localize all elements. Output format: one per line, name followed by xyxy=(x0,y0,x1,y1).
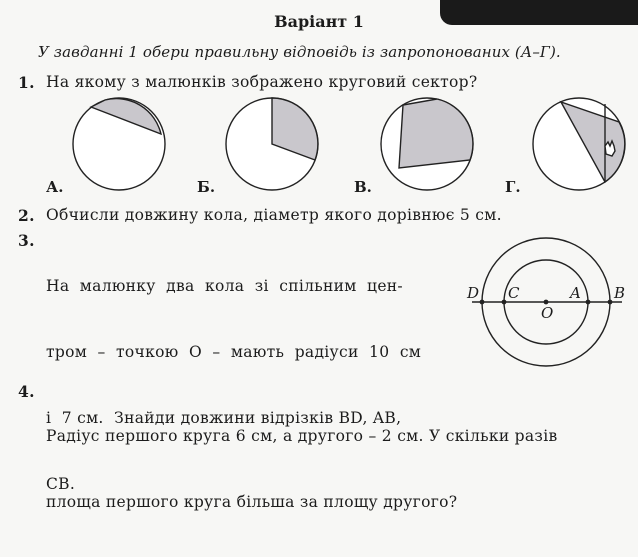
label-a: A xyxy=(570,284,581,302)
page-title: Варіант 1 xyxy=(274,12,364,31)
point-d xyxy=(480,300,485,305)
option-a-figure[interactable] xyxy=(69,94,169,194)
question-number: 2. xyxy=(18,206,35,225)
question-1 xyxy=(18,73,618,93)
question-text: Обчисли довжину кола, діаметр якого дорівнює 5 см. xyxy=(46,206,502,224)
option-c-figure[interactable] xyxy=(377,94,477,194)
question-line: На малюнку два кола зі спільним цен- xyxy=(46,277,403,295)
question-line: тром – точкою O – мають радіуси 10 см xyxy=(46,343,422,361)
concentric-circles-figure xyxy=(466,236,626,371)
option-d-label[interactable]: Г. xyxy=(505,178,521,196)
shaded-region-c xyxy=(399,99,473,168)
option-c-label[interactable]: В. xyxy=(354,178,372,196)
question-text: На якому з малюнків зображено круговий сектор? xyxy=(46,73,478,91)
label-d: D xyxy=(467,284,480,302)
option-b-figure[interactable] xyxy=(222,94,322,194)
question-number: 1. xyxy=(18,73,35,92)
question-line: CB. xyxy=(46,475,76,493)
option-d-figure[interactable] xyxy=(529,94,629,194)
question-number: 3. xyxy=(18,231,35,250)
label-o: O xyxy=(541,304,554,322)
question-number: 4. xyxy=(18,382,35,401)
question-line: і 7 см. Знайди довжини відрізків BD, AB, xyxy=(46,409,402,427)
question-text xyxy=(46,381,557,557)
option-a-label[interactable]: А. xyxy=(46,178,64,196)
question-2 xyxy=(18,206,618,226)
point-a xyxy=(586,300,591,305)
point-c xyxy=(502,300,507,305)
instruction: У завданні 1 обери правильну відповідь із запропонованих (А–Г). xyxy=(38,43,561,61)
label-b: B xyxy=(614,284,626,302)
question-line: площа першого круга більша за площу другого? xyxy=(46,493,458,511)
option-b-label[interactable]: Б. xyxy=(197,178,216,196)
label-c: C xyxy=(508,284,520,302)
point-b xyxy=(608,300,613,305)
question-line: Радіус першого круга 6 см, а другого – 2 см. У скільки разів xyxy=(46,427,558,445)
